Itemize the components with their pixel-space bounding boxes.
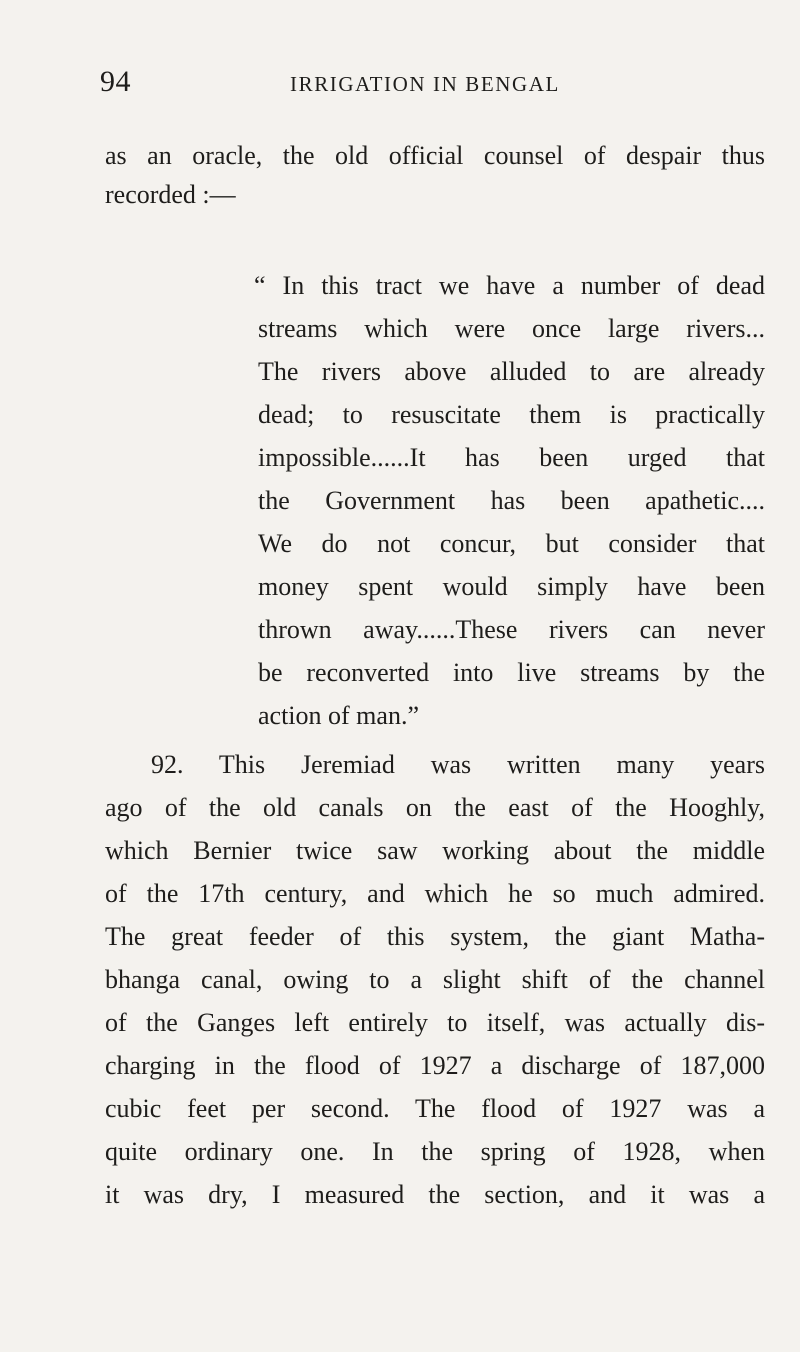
quote-line: thrown away......These rivers can never [258, 615, 765, 644]
quote-line: action of man.” [258, 701, 419, 730]
page-number: 94 [100, 65, 131, 98]
quote-line: the Government has been apathetic.... [258, 486, 765, 515]
running-head [0, 62, 800, 102]
paragraph-line: of the 17th century, and which he so much admired. [105, 879, 765, 908]
quote-line: We do not concur, but consider that [258, 529, 765, 558]
paragraph-line: cubic feet per second. The flood of 1927 was a [105, 1094, 765, 1123]
quote-line: dead; to resuscitate them is practically [258, 400, 765, 429]
quote-line: be reconverted into live streams by the [258, 658, 765, 687]
running-title: IRRIGATION IN BENGAL [290, 72, 560, 96]
quote-line: The rivers above alluded to are already [258, 357, 765, 386]
quote-line: impossible......It has been urged that [258, 443, 765, 472]
paragraph-line: charging in the flood of 1927 a discharge of 187,000 [105, 1051, 765, 1080]
quote-line: “ In this tract we have a number of dead [254, 271, 765, 300]
paragraph-line: of the Ganges left entirely to itself, was actually dis- [105, 1008, 765, 1037]
quote-line: money spent would simply have been [258, 572, 765, 601]
text-line: recorded :— [105, 180, 236, 209]
paragraph-line: ago of the old canals on the east of the Hooghly, [105, 793, 765, 822]
paragraph-line: which Bernier twice saw working about the middle [105, 836, 765, 865]
paragraph-line: quite ordinary one. In the spring of 1928, when [105, 1137, 765, 1166]
text-line: as an oracle, the old official counsel of despair thus [105, 141, 765, 170]
paragraph-line: The great feeder of this system, the giant Matha- [105, 922, 765, 951]
paragraph-line: it was dry, I measured the section, and it was a [105, 1180, 765, 1209]
paragraph-line: 92. This Jeremiad was written many years [151, 750, 765, 779]
quote-line: streams which were once large rivers... [258, 314, 765, 343]
paragraph-line: bhanga canal, owing to a slight shift of the channel [105, 965, 765, 994]
